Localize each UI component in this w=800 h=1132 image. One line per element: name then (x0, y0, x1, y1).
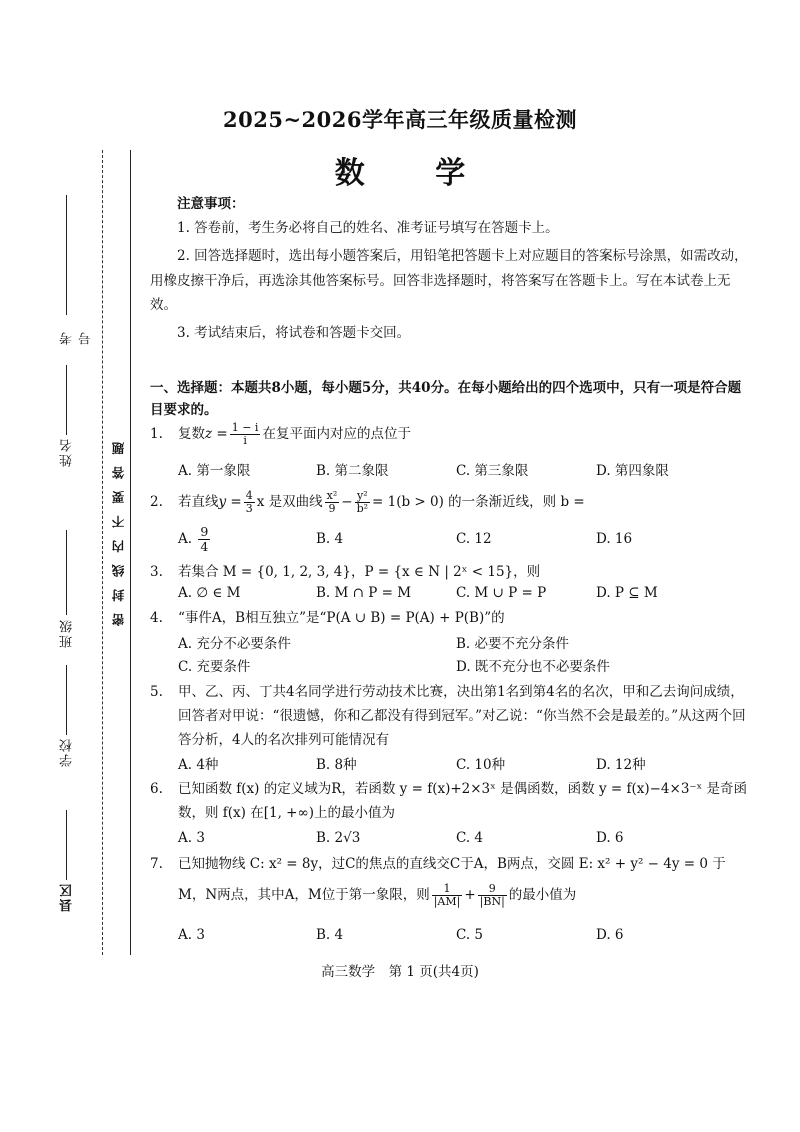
question-1 (150, 422, 750, 447)
fraction-numerator: x² (326, 489, 338, 502)
option-c[interactable]: C. 充要条件 (178, 659, 251, 675)
option-b[interactable]: B. 2√3 (316, 830, 361, 846)
math-expr: z = (205, 426, 228, 442)
field-kaohao-label: 考号 (60, 330, 94, 345)
field-xuexiao-line (66, 665, 67, 735)
option-d[interactable]: D. 6 (596, 830, 624, 846)
option-d[interactable]: D. P ⊆ M (596, 585, 658, 601)
options-q4-row2 (178, 655, 748, 675)
fraction-numerator: 1 − i (231, 421, 259, 434)
option-c[interactable]: C. 5 (456, 927, 484, 943)
subject-title: 数 学 (334, 156, 496, 191)
fraction-numerator: 9 (200, 524, 209, 539)
question-number: 3. (150, 564, 163, 580)
question-text: 甲、乙、丙、丁共4名同学进行劳动技术比赛，决出第1名到第4名的名次，甲和乙去询问成绩，回答者对甲说：“很遗憾，你和乙都没有得到冠军。”对乙说：“你当然不会是最差的。”从这两个回答分析，4人的名次排列可能情况有 (178, 684, 746, 748)
fraction (244, 490, 255, 515)
question-4 (150, 607, 750, 629)
field-xianqu (58, 810, 78, 920)
question-text: 复数 (178, 426, 205, 442)
page-footer: 高三数学 第 1 页(共4页) (321, 964, 479, 980)
question-2 (150, 490, 750, 515)
options-q6 (178, 830, 748, 850)
fraction (325, 490, 340, 515)
option-a[interactable]: A. 3 (178, 830, 205, 846)
fraction-numerator: 9 (478, 883, 507, 896)
option-c[interactable]: C. 12 (456, 531, 492, 547)
math-expr: y = (218, 494, 242, 510)
option-d[interactable]: D. 16 (596, 531, 633, 547)
fraction-numerator: 1 (432, 883, 463, 896)
option-d[interactable]: D. 第四象限 (596, 463, 669, 479)
field-kaohao (58, 195, 94, 345)
fraction-denominator: |AM| (433, 895, 461, 908)
question-number: 4. (150, 610, 163, 626)
options-q4-row1 (178, 632, 748, 652)
option-b[interactable]: B. 8种 (316, 757, 357, 773)
notice-item-3: 3. 考试结束后，将试卷和答题卡交回。 (177, 325, 411, 341)
question-text: 在复平面内对应的点位于 (262, 426, 411, 442)
option-d[interactable]: D. 既不充分也不必要条件 (456, 659, 610, 675)
field-banji (58, 530, 78, 650)
option-b[interactable]: B. 4 (316, 927, 344, 943)
question-text: 若直线 (178, 494, 219, 510)
fraction (478, 883, 507, 908)
option-a[interactable]: A. 3 (178, 927, 205, 943)
question-5 (150, 680, 750, 752)
field-xuexiao-label: 学校 (60, 737, 75, 767)
option-b[interactable]: B. 必要不充分条件 (456, 636, 570, 652)
fraction-denominator: 3 (245, 502, 253, 515)
field-xingming-line (66, 365, 67, 435)
fraction-denominator: 4 (200, 539, 209, 554)
fraction-denominator: |BN| (479, 895, 505, 908)
fraction-denominator: 9 (328, 502, 336, 515)
binding-solid-line (130, 150, 131, 955)
field-xuexiao (58, 665, 78, 775)
question-text: 已知抛物线 C: x² = 8y，过C的焦点的直线交C于A，B两点，交圆 E: x² + y² − 4y = 0 于 (178, 856, 726, 872)
question-text: “事件A，B相互独立”是“P(A ∪ B) = P(A) + P(B)”的 (178, 610, 505, 626)
option-c[interactable]: C. 第三象限 (456, 463, 529, 479)
options-q2 (178, 525, 748, 555)
fraction (198, 525, 210, 554)
options-q3 (178, 585, 748, 605)
question-text: = 1(b > 0) 的一条渐近线，则 b = (372, 494, 585, 510)
exam-title: 2025~2026学年高三年级质量检测 (223, 107, 577, 132)
notice-item-1: 1. 答卷前，考生务必将自己的姓名、准考证号填写在答题卡上。 (177, 220, 559, 236)
question-number: 5. (150, 684, 163, 700)
question-number: 7. (150, 856, 163, 872)
fraction-denominator: b² (356, 502, 369, 515)
option-c[interactable]: C. 10种 (456, 757, 506, 773)
field-xingming-label: 姓名 (60, 437, 75, 467)
question-number: 6. (150, 781, 163, 797)
question-text: M，N两点，其中A，M位于第一象限，则 (178, 887, 430, 903)
question-text: x 是双曲线 (256, 494, 323, 510)
fraction (432, 883, 463, 908)
options-q5 (178, 753, 748, 773)
option-a[interactable]: A. 4种 (178, 757, 219, 773)
section-heading: 一、选择题：本题共8小题，每小题5分，共40分。在每小题给出的四个选项中，只有一项是符合题目要求的。 (150, 380, 742, 418)
option-a[interactable]: A. 第一象限 (178, 463, 251, 479)
field-banji-line (66, 530, 67, 615)
math-operator: + (464, 887, 476, 903)
option-d[interactable]: D. 12种 (596, 757, 646, 773)
fraction (355, 490, 370, 515)
binding-dashed-line (102, 150, 103, 955)
option-b[interactable]: B. 第二象限 (316, 463, 389, 479)
options-q1 (178, 459, 748, 479)
question-3 (150, 561, 750, 583)
field-kaohao-line (66, 195, 67, 315)
notice-item-2: 2. 回答选择题时，选出每小题答案后，用铅笔把答题卡上对应题目的答案标号涂黑，如需改动，用橡皮擦干净后，再选涂其他答案标号。回答非选择题时，将答案写在答题卡上。写在本试卷上无效。 (150, 248, 748, 313)
option-c[interactable]: C. 4 (456, 830, 484, 846)
question-number: 1. (150, 426, 163, 442)
question-7-line2 (178, 883, 748, 908)
field-xianqu-label: 县区 (60, 882, 75, 912)
field-xianqu-line (66, 810, 67, 880)
field-banji-label: 班级 (60, 618, 75, 648)
fraction (230, 422, 261, 447)
option-c[interactable]: C. M ∪ P = P (456, 585, 547, 601)
math-operator: − (341, 494, 353, 510)
option-label: A. (178, 531, 193, 547)
question-text: 的最小值为 (508, 887, 577, 903)
option-a[interactable] (178, 525, 212, 554)
options-q7 (178, 927, 748, 947)
question-text: 若集合 M = {0, 1, 2, 3, 4}，P = {x ∈ N | 2ˣ < 15}，则 (178, 564, 541, 580)
fraction-denominator: i (243, 434, 247, 447)
option-a[interactable]: A. ∅ ∈ M (178, 585, 241, 601)
option-a[interactable]: A. 充分不必要条件 (178, 636, 291, 652)
question-number: 2. (150, 494, 163, 510)
fraction-numerator: y² (355, 490, 370, 503)
option-b[interactable]: B. 4 (316, 531, 344, 547)
field-xingming (58, 365, 78, 475)
notice-title: 注意事项： (177, 196, 245, 212)
option-b[interactable]: B. M ∩ P = M (316, 585, 412, 601)
question-7 (150, 853, 750, 875)
fraction-numerator: 4 (245, 489, 253, 502)
question-6 (150, 777, 750, 825)
seal-warning: 密封线内不要答题 (111, 430, 126, 626)
option-d[interactable]: D. 6 (596, 927, 624, 943)
question-text: 已知函数 f(x) 的定义域为R，若函数 y = f(x)+2×3ˣ 是偶函数，函数 y = f(x)−4×3⁻ˣ 是奇函数，则 f(x) 在[1, +∞)上的最小值为 (178, 781, 748, 821)
